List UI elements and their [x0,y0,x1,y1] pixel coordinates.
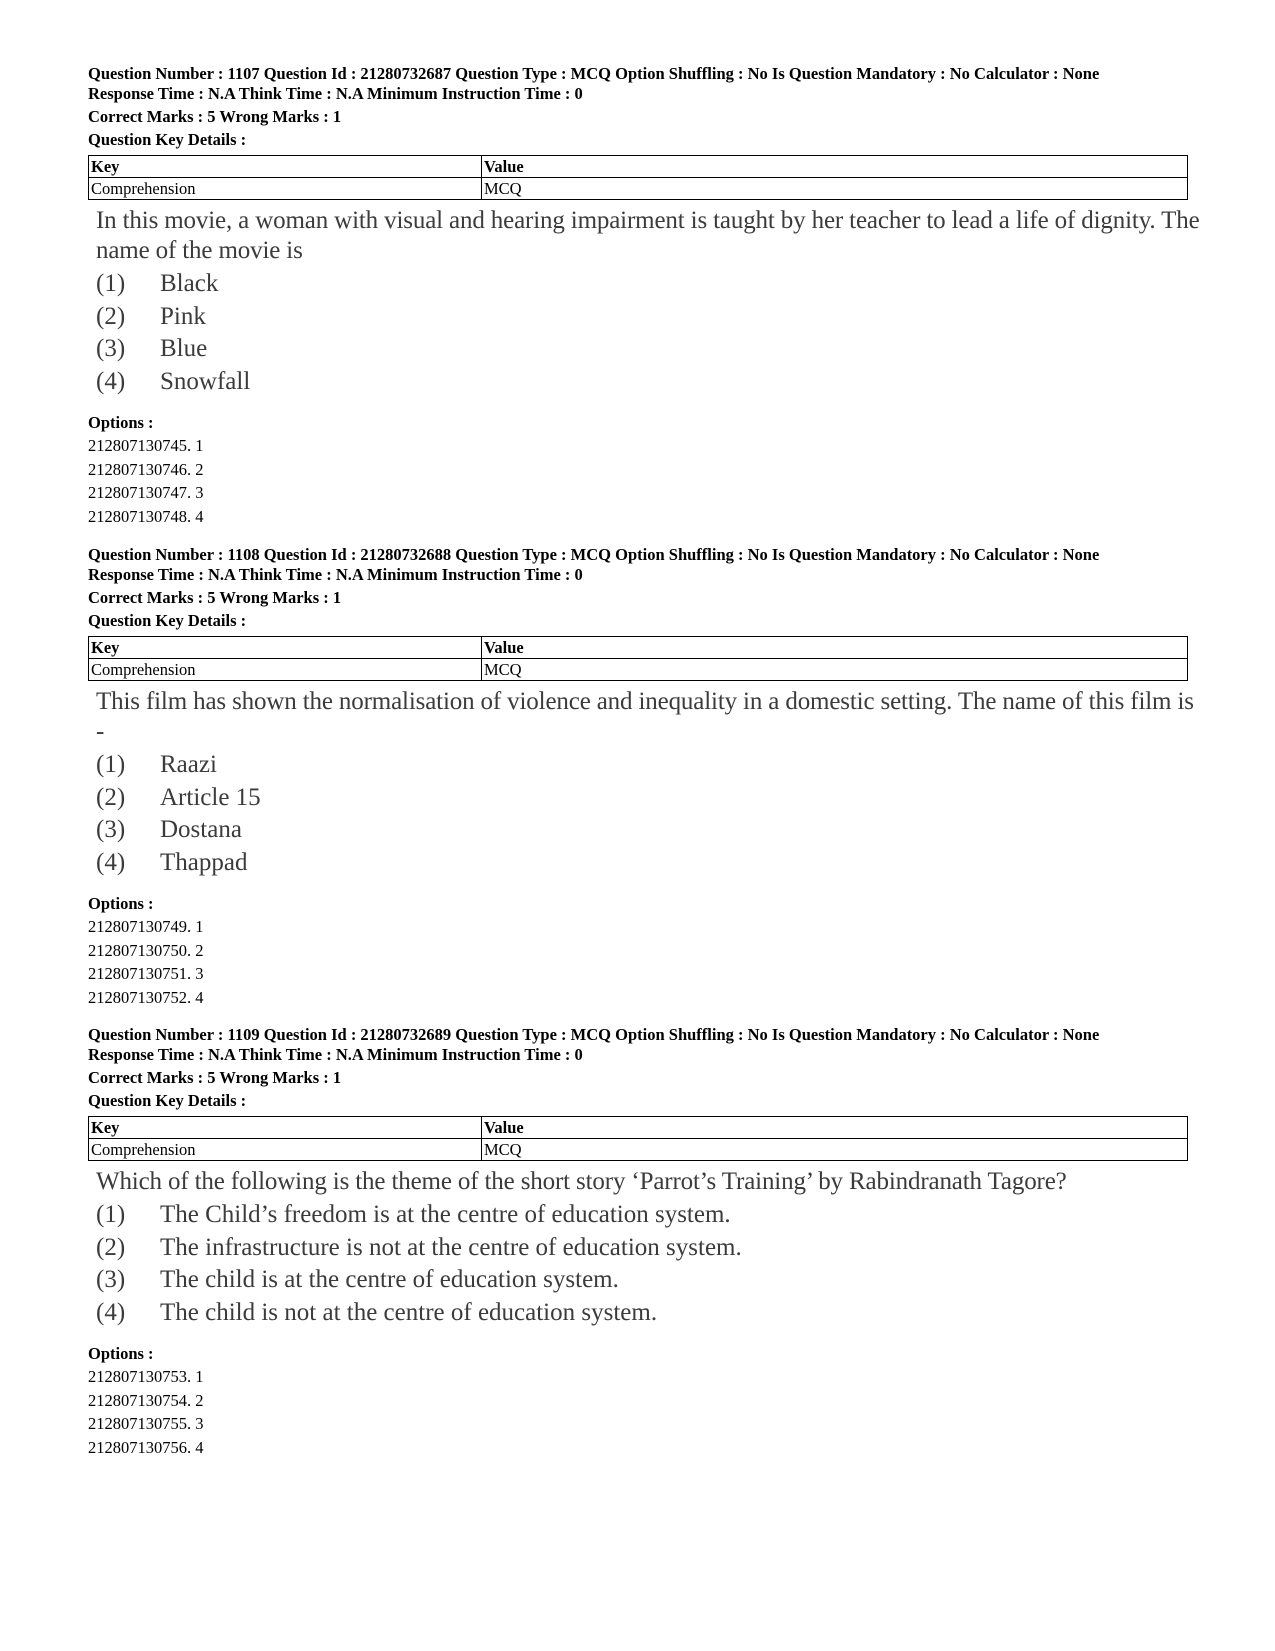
table-header-value: Value [482,156,1188,178]
choice-text: Dostana [160,816,242,843]
option-id-line: 212807130750. 2 [88,940,204,960]
question-content [88,687,1194,879]
choice-list [96,1199,1188,1329]
table-cell-key: Comprehension [89,659,482,681]
choice-number: (4) [96,848,126,876]
choice-number: (4) [96,367,126,395]
response-time-line: Response Time : N.A Think Time : N.A Minimum Instruction Time : 0 [88,565,583,584]
choice-text: Snowfall [160,367,251,395]
table-cell-value: MCQ [482,659,1188,681]
key-details-table [88,636,1188,681]
choice-item [96,782,1188,815]
question-text: This film has shown the normalisation of violence and inequality in a domestic setting. The name of this film is - [96,688,1194,745]
choice-text: Blue [160,335,208,362]
response-time-line: Response Time : N.A Think Time : N.A Minimum Instruction Time : 0 [88,84,583,103]
choice-number: (2) [96,783,126,811]
choice-item [96,301,1188,334]
table-cell-value: MCQ [482,1139,1188,1161]
choice-number: (1) [96,751,126,778]
table-row [89,178,1188,200]
choice-number: (1) [96,1201,126,1228]
options-label: Options : [88,1344,154,1363]
choice-item [96,1264,1188,1297]
option-id-line: 212807130753. 1 [88,1367,204,1386]
question-meta-line: Question Number : 1108 Question Id : 21280732688 Question Type : MCQ Option Shuffling : No Is Question Mandatory : No Calculator : None [88,545,1100,564]
question-text: Which of the following is the theme of the short story ‘Parrot’s Training’ by Rabindranath Tagore? [96,1168,1067,1195]
choice-text: Thappad [160,848,248,876]
choice-list [96,268,1188,398]
marks-line: Correct Marks : 5 Wrong Marks : 1 [88,588,342,607]
choice-item [96,749,1188,782]
choice-text: The infrastructure is not at the centre of education system. [160,1233,742,1261]
options-label: Options : [88,413,154,432]
option-id-line: 212807130745. 1 [88,436,204,455]
choice-number: (3) [96,1266,126,1293]
table-cell-key: Comprehension [89,178,482,200]
choice-item [96,1232,1188,1265]
option-id-line: 212807130755. 3 [88,1414,204,1433]
table-header-key: Key [89,1117,482,1139]
table-header-key: Key [89,156,482,178]
choice-list [96,749,1188,879]
choice-text: The Child’s freedom is at the centre of education system. [160,1201,731,1228]
choice-number: (2) [96,302,126,330]
choice-number: (3) [96,335,126,362]
choice-number: (2) [96,1233,126,1261]
table-header-row [89,1117,1188,1139]
question-block-1107 [88,64,1200,528]
choice-item [96,847,1188,880]
choice-item [96,268,1188,301]
table-row [89,659,1188,681]
marks-line: Correct Marks : 5 Wrong Marks : 1 [88,107,342,126]
choice-item [96,814,1188,847]
question-content [88,206,1200,398]
key-details-table [88,1116,1188,1161]
choice-text: The child is at the centre of education system. [160,1266,619,1293]
table-header-value: Value [482,637,1188,659]
choice-number: (4) [96,1298,126,1326]
choice-number: (3) [96,816,126,843]
table-header-row [89,637,1188,659]
table-cell-value: MCQ [482,178,1188,200]
options-label: Options : [88,894,154,913]
choice-number: (1) [96,270,126,297]
table-row [89,1139,1188,1161]
table-header-row [89,156,1188,178]
choice-item [96,366,1188,399]
question-content [88,1167,1188,1329]
key-details-label: Question Key Details : [88,1091,247,1110]
option-id-line: 212807130751. 3 [88,964,204,983]
marks-line: Correct Marks : 5 Wrong Marks : 1 [88,1068,342,1087]
choice-item [96,1297,1188,1330]
option-id-line: 212807130747. 3 [88,483,204,502]
choice-text: Black [160,270,219,297]
table-header-value: Value [482,1117,1188,1139]
option-id-line: 212807130756. 4 [88,1437,204,1457]
choice-text: Pink [160,302,206,330]
option-id-line: 212807130746. 2 [88,459,204,479]
question-block-1109 [88,1025,1188,1459]
choice-item [96,333,1188,366]
choice-text: Raazi [160,751,217,778]
key-details-label: Question Key Details : [88,130,247,149]
option-id-line: 212807130754. 2 [88,1390,204,1410]
choice-item [96,1199,1188,1232]
option-id-line: 212807130752. 4 [88,987,204,1007]
question-meta-line: Question Number : 1109 Question Id : 21280732689 Question Type : MCQ Option Shuffling : No Is Question Mandatory : No Calculator : None [88,1025,1100,1044]
choice-text: Article 15 [160,783,261,811]
option-id-line: 212807130748. 4 [88,506,204,526]
key-details-label: Question Key Details : [88,611,247,630]
question-meta-line: Question Number : 1107 Question Id : 21280732687 Question Type : MCQ Option Shuffling : No Is Question Mandatory : No Calculator : None [88,64,1100,83]
response-time-line: Response Time : N.A Think Time : N.A Minimum Instruction Time : 0 [88,1045,583,1064]
question-text: In this movie, a woman with visual and hearing impairment is taught by her teacher to lead a life of dignity. The name of the movie is [96,207,1200,264]
key-details-table [88,155,1188,200]
choice-text: The child is not at the centre of education system. [160,1298,658,1326]
table-cell-key: Comprehension [89,1139,482,1161]
question-block-1108 [88,545,1194,1009]
option-id-line: 212807130749. 1 [88,917,204,936]
table-header-key: Key [89,637,482,659]
